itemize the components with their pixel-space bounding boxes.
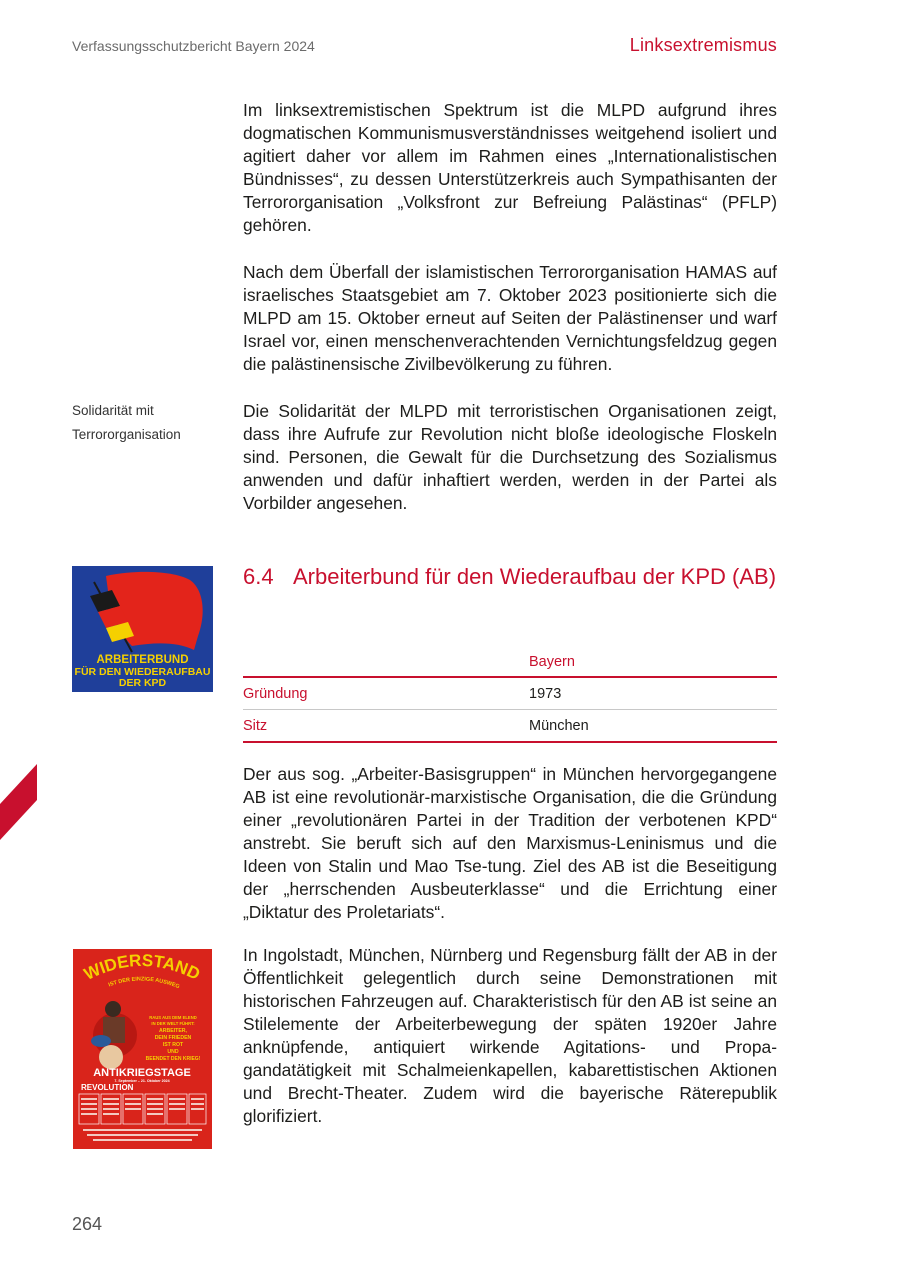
ab-logo-image xyxy=(72,566,213,692)
sidenote-line-2: Terrororganisation xyxy=(72,427,181,442)
info-table xyxy=(243,650,777,743)
section-title-text: Arbeiterbund für den Wiederaufbau der KPD (AB) xyxy=(293,564,777,589)
section-number: 6.4 xyxy=(243,564,274,589)
ab-logo-graphic xyxy=(72,566,213,692)
poster-event-title: ANTIKRIEGSTAGE xyxy=(93,1067,191,1079)
paragraph-hamas-attack: Nach dem Überfall der islamistischen Terrororganisation HAMAS auf israelisches Staatsgebiet am 7. Oktober 2023 positionierte sich die MLPD am 15. Oktober erneut auf Seiten der Palästinenser und warf Israel vor, einen menschenverachtenden Vernichtungsfeldzug gegen die palästinensische Zivilbevölkerung zu führen. xyxy=(243,262,777,374)
poster-sub-arc: IST DER EINZIGE AUSWEG xyxy=(107,976,181,991)
table-row xyxy=(243,710,777,743)
page-number: 264 xyxy=(72,1214,103,1234)
red-edge-marker xyxy=(0,764,37,840)
poster-slogan-2: IN DER WELT FÜHRT: xyxy=(151,1021,195,1026)
poster-slogan-6: UND xyxy=(167,1049,179,1055)
row-key-gruendung: Gründung xyxy=(243,686,308,702)
paragraph-mlpd-isolation: Im linksextremistischen Spektrum ist die MLPD aufgrund ihres dogmatischen Kommunismusverständnisses weitgehend isoliert und agitiert daher vor allem im Rahmen eines „Internationalistischen Bündnisses“, zu dessen Unterstützerkreis auch Sympathisanten der Terrororganisation „Volksfront zur Befreiung Palästinas“ (PFLP) gehören. xyxy=(243,100,777,235)
poster-slogan-5: IST ROT xyxy=(162,1042,184,1048)
info-table-header xyxy=(243,650,777,678)
logo-line-2: FÜR DEN WIEDERAUFBAU xyxy=(74,666,211,678)
section-heading xyxy=(243,563,777,590)
poster-slogan-4: DEIN FRIEDEN xyxy=(154,1035,192,1041)
logo-line-1: ARBEITERBUND xyxy=(96,654,189,666)
table-row xyxy=(243,678,777,710)
poster-slogan-7: BEENDET DEN KRIEG! xyxy=(145,1056,201,1062)
paragraph-ab-activities: In Ingolstadt, München, Nürnberg und Regensburg fällt der AB in der Öffentlichkeit gelegentlich durch seine Demonstrationen mit historischen Fahrzeugen auf. Charakteristisch für den AB ist seine an Stilelemente der Arbeiterbewegung der späten 1920er Jahre anknüpfende, antiquiert wirkende Agitations- und Propagandatätigkeit mit Schalmeienkapellen, kabarettistischen Aktionen und Brecht-Theater. Zudem wird die bayerische Räterepublik glorifiziert. xyxy=(243,945,777,1126)
column-header-bayern: Bayern xyxy=(529,654,575,670)
row-value-gruendung: 1973 xyxy=(529,686,562,702)
row-value-sitz: München xyxy=(529,718,589,734)
poster-slogan-3: ARBEITER, xyxy=(159,1028,187,1034)
poster-footer: REVOLUTION xyxy=(81,1083,134,1092)
poster-arc-text: WIDERSTAND xyxy=(81,950,203,984)
paragraph-solidarity: Die Solidarität der MLPD mit terroristischen Organisationen zeigt, dass ihre Aufrufe zur Revolution nicht bloße ideologische Floskeln sind. Personen, die Gewalt für die Durchsetzung des Sozialismus anwenden und dafür inhaftiert werden, werden in der Partei als Vorbilder angesehen. xyxy=(243,401,777,513)
antikriegstage-poster-image xyxy=(73,949,212,1149)
poster-graphic xyxy=(73,949,212,1149)
row-key-sitz: Sitz xyxy=(243,718,268,734)
poster-dates: 7. September – 21. Oktober 2024 xyxy=(114,1079,170,1083)
logo-line-3: DER KPD xyxy=(118,677,167,689)
running-header-title: Verfassungsschutzbericht Bayern 2024 xyxy=(72,38,315,54)
sidenote-line-1: Solidarität mit xyxy=(72,403,154,418)
poster-slogan-1: RAUS AUS DEM ELEND xyxy=(149,1015,197,1020)
sidenote xyxy=(72,399,222,447)
chapter-title: Linksextremismus xyxy=(629,35,777,55)
paragraph-ab-description: Der aus sog. „Arbeiter-Basisgruppen“ in München hervorgegangene AB ist eine revolutionär-marxistische Organisation, die die Gründung einer „revolutionären Partei in der Tradition der verbotenen KPD“ anstrebt. Sie beruft sich auf den Marxismus-Leninismus und die Ideen von Stalin und Mao Tse-tung. Ziel des AB ist die Beseitigung der „herrschenden Ausbeuterklasse“ und die Errichtung einer „Diktatur des Proletariats“. xyxy=(243,764,777,922)
